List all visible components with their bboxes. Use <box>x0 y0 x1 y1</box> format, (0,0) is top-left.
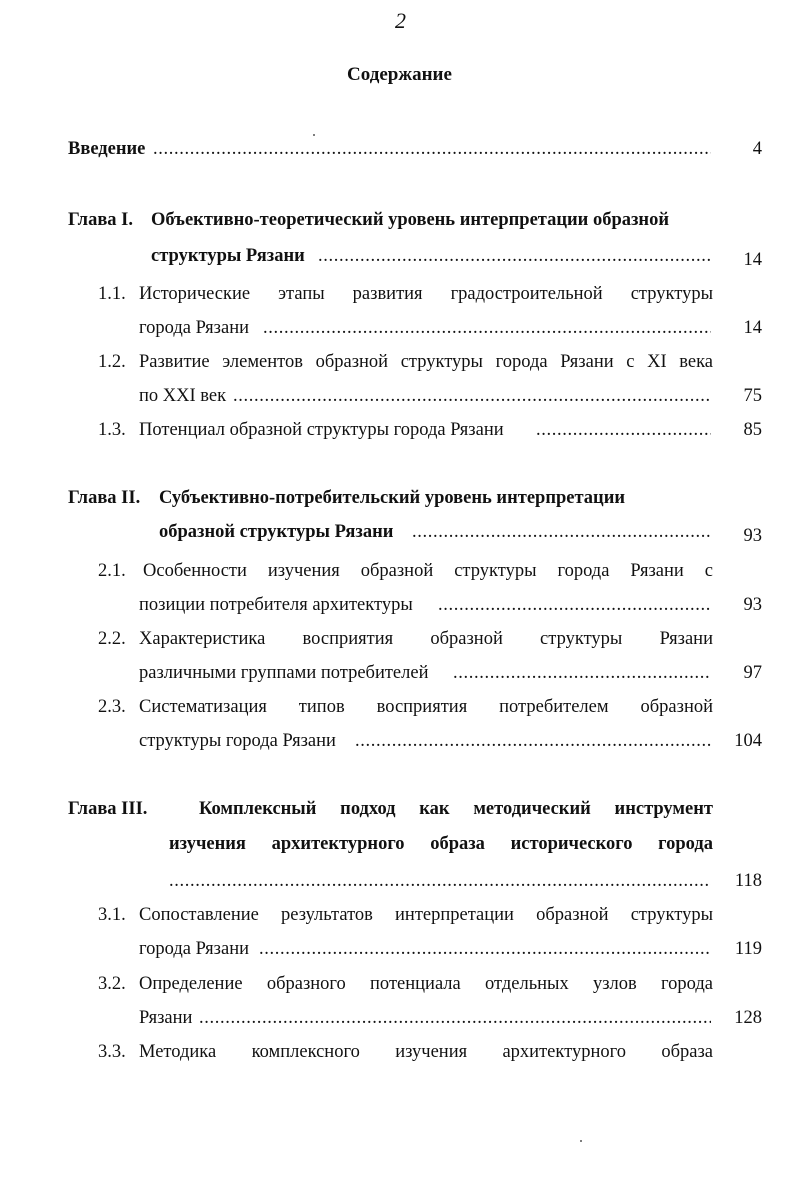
toc-section-3-2-line-2[interactable] <box>0 1008 799 1034</box>
toc-entry-intro[interactable] <box>0 139 799 165</box>
toc-leader <box>153 139 711 160</box>
section-title: Систематизация типов восприятия потребителем образной <box>139 697 713 717</box>
toc-page-number: 104 <box>734 731 762 751</box>
toc-section-1-1-line-1[interactable] <box>0 284 799 310</box>
section-number: 1.1. <box>98 284 126 304</box>
scan-speck <box>313 134 315 136</box>
chapter-title: структуры Рязани <box>151 246 305 266</box>
section-number: 3.2. <box>98 974 126 994</box>
section-number: 2.2. <box>98 629 126 649</box>
section-title: города Рязани <box>139 318 250 338</box>
toc-section-2-2-line-1[interactable] <box>0 629 799 655</box>
toc-leader <box>536 420 711 441</box>
toc-leader <box>199 1008 711 1029</box>
section-number: 3.3. <box>98 1042 126 1062</box>
section-number: 3.1. <box>98 905 126 925</box>
toc-chapter-1-title-line-1[interactable] <box>0 210 799 236</box>
toc-page-number: 14 <box>743 318 762 338</box>
toc-page-number: 128 <box>734 1008 762 1028</box>
chapter-label: Глава III. <box>68 799 148 819</box>
toc-chapter-1-title-line-2[interactable] <box>0 246 799 272</box>
toc-section-2-3-line-1[interactable] <box>0 697 799 723</box>
toc-section-3-2-line-1[interactable] <box>0 974 799 1000</box>
chapter-title: Комплексный подход как методический инструмент <box>199 799 713 819</box>
toc-section-1-3[interactable] <box>0 420 799 446</box>
toc-leader <box>318 246 711 267</box>
toc-entry-label: Введение <box>68 139 146 159</box>
toc-chapter-3-leader-line[interactable] <box>0 871 799 897</box>
section-title: Потенциал образной структуры города Рязани <box>139 420 504 440</box>
section-title: города Рязани <box>139 939 250 959</box>
section-title: позиции потребителя архитектуры <box>139 595 413 615</box>
toc-leader <box>169 871 711 892</box>
section-number: 2.3. <box>98 697 126 717</box>
scan-speck <box>580 1140 582 1142</box>
toc-page-number: 85 <box>743 420 762 440</box>
toc-page-number: 118 <box>734 871 762 891</box>
toc-chapter-2-title-line-2[interactable] <box>0 522 799 548</box>
chapter-label: Глава II. <box>68 488 141 508</box>
toc-section-2-1-line-2[interactable] <box>0 595 799 621</box>
section-number: 1.2. <box>98 352 126 372</box>
toc-section-2-2-line-2[interactable] <box>0 663 799 689</box>
toc-leader <box>412 522 711 543</box>
toc-section-1-1-line-2[interactable] <box>0 318 799 344</box>
toc-leader <box>259 939 711 960</box>
toc-leader <box>263 318 711 339</box>
toc-page-number: 75 <box>743 386 762 406</box>
toc-leader <box>355 731 711 752</box>
toc-chapter-3-title-line-2[interactable] <box>0 834 799 860</box>
toc-leader <box>438 595 711 616</box>
section-title: Характеристика восприятия образной структуры Рязани <box>139 629 713 649</box>
section-title: различными группами потребителей <box>139 663 429 683</box>
toc-leader <box>453 663 711 684</box>
toc-chapter-3-title-line-1[interactable] <box>0 799 799 825</box>
toc-chapter-2-title-line-1[interactable] <box>0 488 799 514</box>
section-number: 1.3. <box>98 420 126 440</box>
toc-section-2-3-line-2[interactable] <box>0 731 799 757</box>
section-title: Развитие элементов образной структуры города Рязани с XI века <box>139 352 713 372</box>
toc-section-1-2-line-1[interactable] <box>0 352 799 378</box>
toc-section-3-3-line-1[interactable] <box>0 1042 799 1068</box>
chapter-title: Объективно-теоретический уровень интерпретации образной <box>151 210 669 230</box>
chapter-title: Субъективно-потребительский уровень интерпретации <box>159 488 626 508</box>
chapter-title: образной структуры Рязани <box>159 522 394 542</box>
section-title: Определение образного потенциала отдельных узлов города <box>139 974 713 994</box>
toc-leader <box>233 386 711 407</box>
toc-page-number: 4 <box>752 139 762 159</box>
toc-page-number: 119 <box>734 939 762 959</box>
section-title: Сопоставление результатов интерпретации образной структуры <box>139 905 713 925</box>
section-title: Исторические этапы развития градостроительной структуры <box>139 284 713 304</box>
toc-page-number: 97 <box>743 663 762 683</box>
section-title: Особенности изучения образной структуры города Рязани с <box>143 561 713 581</box>
chapter-label: Глава I. <box>68 210 134 230</box>
section-title: структуры города Рязани <box>139 731 336 751</box>
toc-page-number: 93 <box>743 595 762 615</box>
page-number: 2 <box>395 8 406 33</box>
section-title: Рязани <box>139 1008 193 1028</box>
chapter-title: изучения архитектурного образа исторического города <box>169 834 713 854</box>
toc-section-3-1-line-2[interactable] <box>0 939 799 965</box>
toc-section-2-1-line-1[interactable] <box>0 561 799 587</box>
section-title: Методика комплексного изучения архитектурного образа <box>139 1042 713 1062</box>
section-title: по XXI век <box>139 386 227 406</box>
section-number: 2.1. <box>98 561 126 581</box>
toc-section-3-1-line-1[interactable] <box>0 905 799 931</box>
page-title: Содержание <box>347 64 452 85</box>
toc-section-1-2-line-2[interactable] <box>0 386 799 412</box>
toc-page-number: 93 <box>743 526 762 546</box>
toc-page-number: 14 <box>743 250 762 270</box>
